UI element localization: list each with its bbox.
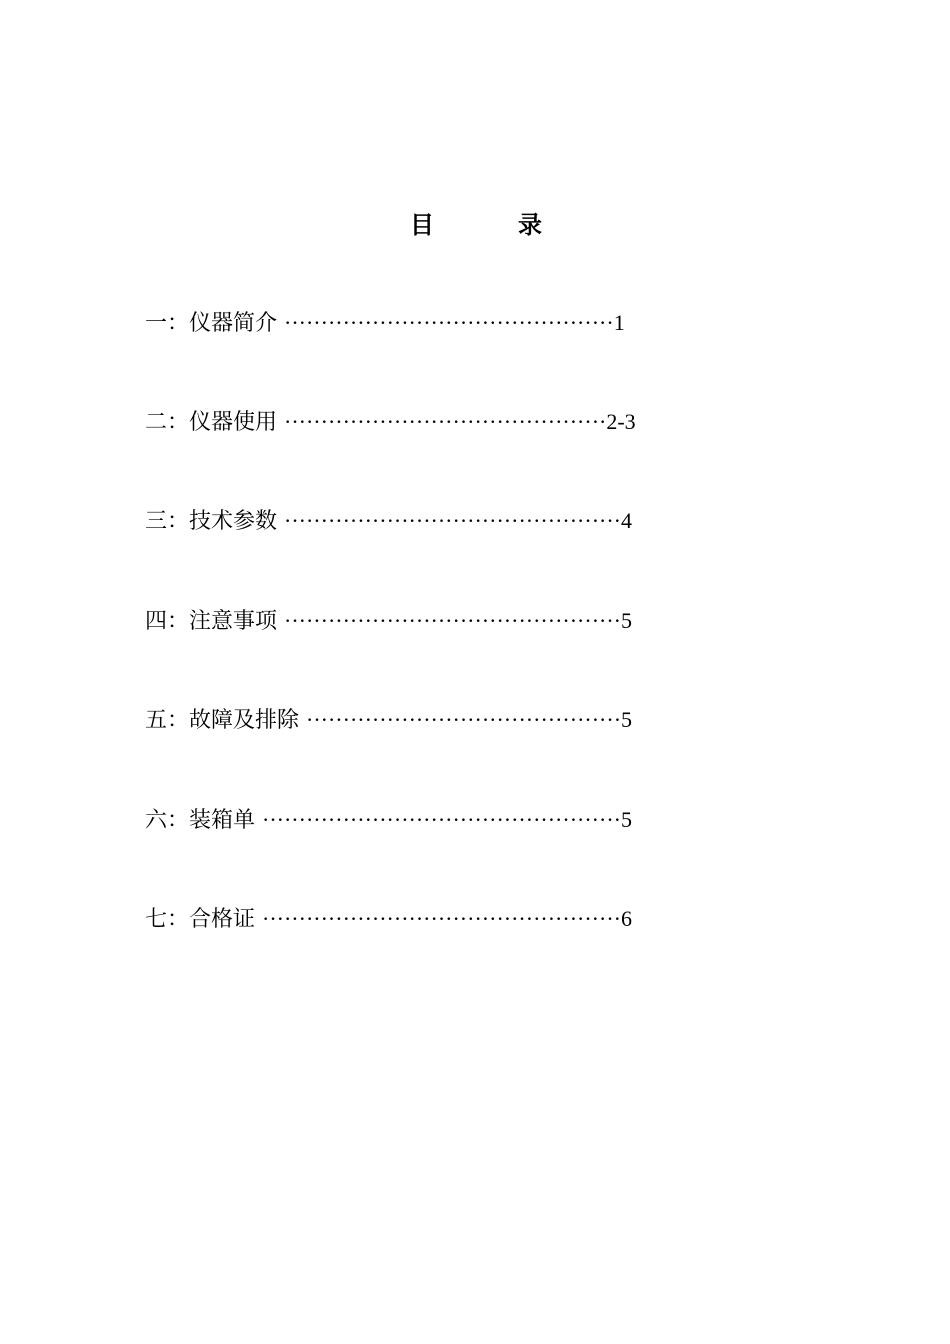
toc-entry-label: 一：仪器简介 bbox=[145, 311, 284, 336]
toc-entry-7[interactable] bbox=[145, 903, 632, 935]
title-char-1: 目 bbox=[410, 211, 434, 239]
toc-leader-dots: ·············································· bbox=[284, 608, 622, 633]
toc-page-number: 2-3 bbox=[606, 409, 636, 434]
page-title bbox=[0, 205, 950, 245]
title-char-2: 录 bbox=[518, 211, 542, 239]
toc-entry-2[interactable] bbox=[145, 406, 636, 438]
toc-entry-label: 六：装箱单 bbox=[145, 808, 262, 833]
toc-entry-label: 三：技术参数 bbox=[145, 509, 284, 534]
toc-entry-label: 七：合格证 bbox=[145, 907, 262, 932]
toc-entry-label: 二：仪器使用 bbox=[145, 410, 284, 435]
toc-leader-dots: ··········································· bbox=[306, 707, 622, 732]
toc-entry-1[interactable] bbox=[145, 307, 625, 339]
toc-leader-dots: ············································ bbox=[284, 409, 607, 434]
toc-page-number: 4 bbox=[621, 508, 633, 533]
toc-entry-5[interactable] bbox=[145, 704, 632, 736]
toc-leader-dots: ·············································· bbox=[284, 508, 622, 533]
toc-leader-dots: ················································· bbox=[262, 807, 621, 832]
toc-entry-6[interactable] bbox=[145, 804, 632, 836]
toc-page-number: 5 bbox=[620, 807, 632, 832]
toc-leader-dots: ············································· bbox=[284, 310, 614, 335]
toc-page-number: 1 bbox=[613, 310, 625, 335]
toc-entry-4[interactable] bbox=[145, 605, 632, 637]
toc-entry-3[interactable] bbox=[145, 505, 632, 537]
toc-entry-label: 五：故障及排除 bbox=[145, 708, 306, 733]
toc-page-number: 5 bbox=[621, 707, 633, 732]
toc-entry-label: 四：注意事项 bbox=[145, 609, 284, 634]
toc-leader-dots: ················································· bbox=[262, 906, 621, 931]
toc-page-number: 6 bbox=[620, 906, 632, 931]
toc-page-number: 5 bbox=[621, 608, 633, 633]
